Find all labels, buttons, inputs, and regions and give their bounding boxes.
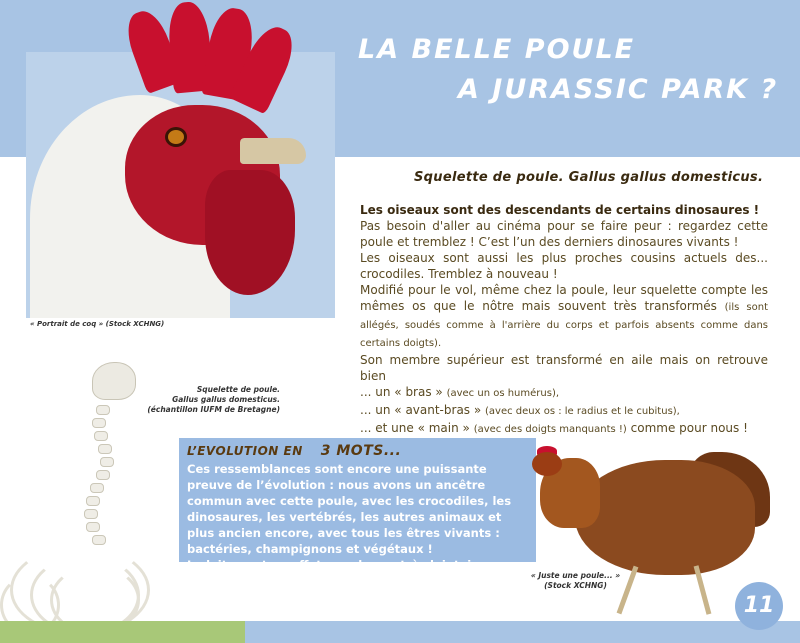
body-paragraph <box>360 282 768 352</box>
body-text-main: ... un « bras » <box>360 385 447 399</box>
body-paragraph: Son membre supérieur est transformé en aile mais on retrouve bien <box>360 353 768 383</box>
rooster-beak <box>240 138 306 164</box>
body-text-aside: (ils sont allégés, soudés comme à l'arrière du corps et parfois absents comme dans certains doigts). <box>360 302 769 349</box>
vertebra <box>86 496 100 506</box>
subtitle: Squelette de poule. Gallus gallus domesticus. <box>414 170 764 185</box>
skeleton-caption <box>140 385 280 415</box>
body-text-main: ... et une « main » <box>360 421 474 435</box>
vertebra <box>94 431 108 441</box>
evolution-heading-text: L’EVOLUTION EN <box>187 444 303 458</box>
skeleton-skull <box>92 362 136 400</box>
footer-bar-blue <box>245 621 800 643</box>
skeleton-caption-line: Squelette de poule. <box>196 385 280 394</box>
body-text-main: Modifié pour le vol, même chez la poule, leur squelette compte les mêmes os que le nôtre mais souvent très transformés <box>360 283 768 313</box>
evolution-box <box>179 438 536 588</box>
skeleton-caption-line: (échantillon IUFM de Bretagne) <box>147 405 280 414</box>
body-text-main: comme pour nous ! <box>626 421 748 435</box>
body-list-item <box>360 420 768 438</box>
skeleton-caption-line: Gallus gallus domesticus. <box>172 395 280 404</box>
vertebra <box>100 457 114 467</box>
evolution-heading-number: 3 MOTS... <box>320 443 402 459</box>
hen-caption <box>528 571 623 591</box>
hen-caption-line: « Juste une poule... » <box>530 571 621 580</box>
vertebra <box>96 470 110 480</box>
vertebra <box>96 405 110 415</box>
page-title <box>358 30 788 110</box>
vertebra <box>98 444 112 454</box>
page-number: 11 <box>735 582 783 630</box>
body-text-aside: (avec des doigts manquants !) <box>473 424 627 435</box>
body-paragraph: Les oiseaux sont aussi les plus proches cousins actuels des... crocodiles. Tremblez à nouveau ! <box>360 251 768 281</box>
rooster-eye <box>165 127 187 147</box>
body-text-main: ... un « avant-bras » <box>360 403 486 417</box>
rooster-photo <box>0 0 335 318</box>
title-line-2: A JURASSIC PARK ? <box>458 74 779 105</box>
body-text-aside: (avec un os humérus), <box>446 388 560 399</box>
body-paragraph: Pas besoin d'aller au cinéma pour se faire peur : regardez cette poule et tremblez ! C’est l’un des derniers dinosaures vivants ! <box>360 219 768 249</box>
rooster-caption: « Portrait de coq » (Stock XCHNG) <box>30 320 165 328</box>
evolution-text-last: La laitue est en effet une de vos très lointaines cousines... <box>187 558 495 588</box>
vertebra <box>92 418 106 428</box>
evolution-text: Ces ressemblances sont encore une puissante preuve de l’évolution : nous avons un ancêtre commun avec cette poule, avec les crocodiles, les dinosaures, les vertébrés, les autres animaux et plus ancien encore, avec tous les êtres vivants : bactéries, champignons et végétaux ! <box>187 462 512 556</box>
vertebra <box>86 522 100 532</box>
body-lead: Les oiseaux sont des descendants de certains dinosaures ! <box>360 203 760 217</box>
hen-head <box>532 452 562 476</box>
evolution-heading <box>187 443 528 459</box>
body-list-item <box>360 384 768 402</box>
vertebra <box>90 483 104 493</box>
body-text-aside: (avec deux os : le radius et le cubitus), <box>485 406 680 417</box>
footer-bar-green <box>0 621 245 643</box>
vertebra <box>84 509 98 519</box>
vertebra <box>92 535 106 545</box>
body-text <box>360 202 768 438</box>
hen-caption-line: (Stock XCHNG) <box>544 581 607 590</box>
hen-body <box>575 460 755 575</box>
body-list-item <box>360 402 768 420</box>
title-line-1: LA BELLE POULE <box>358 34 636 65</box>
